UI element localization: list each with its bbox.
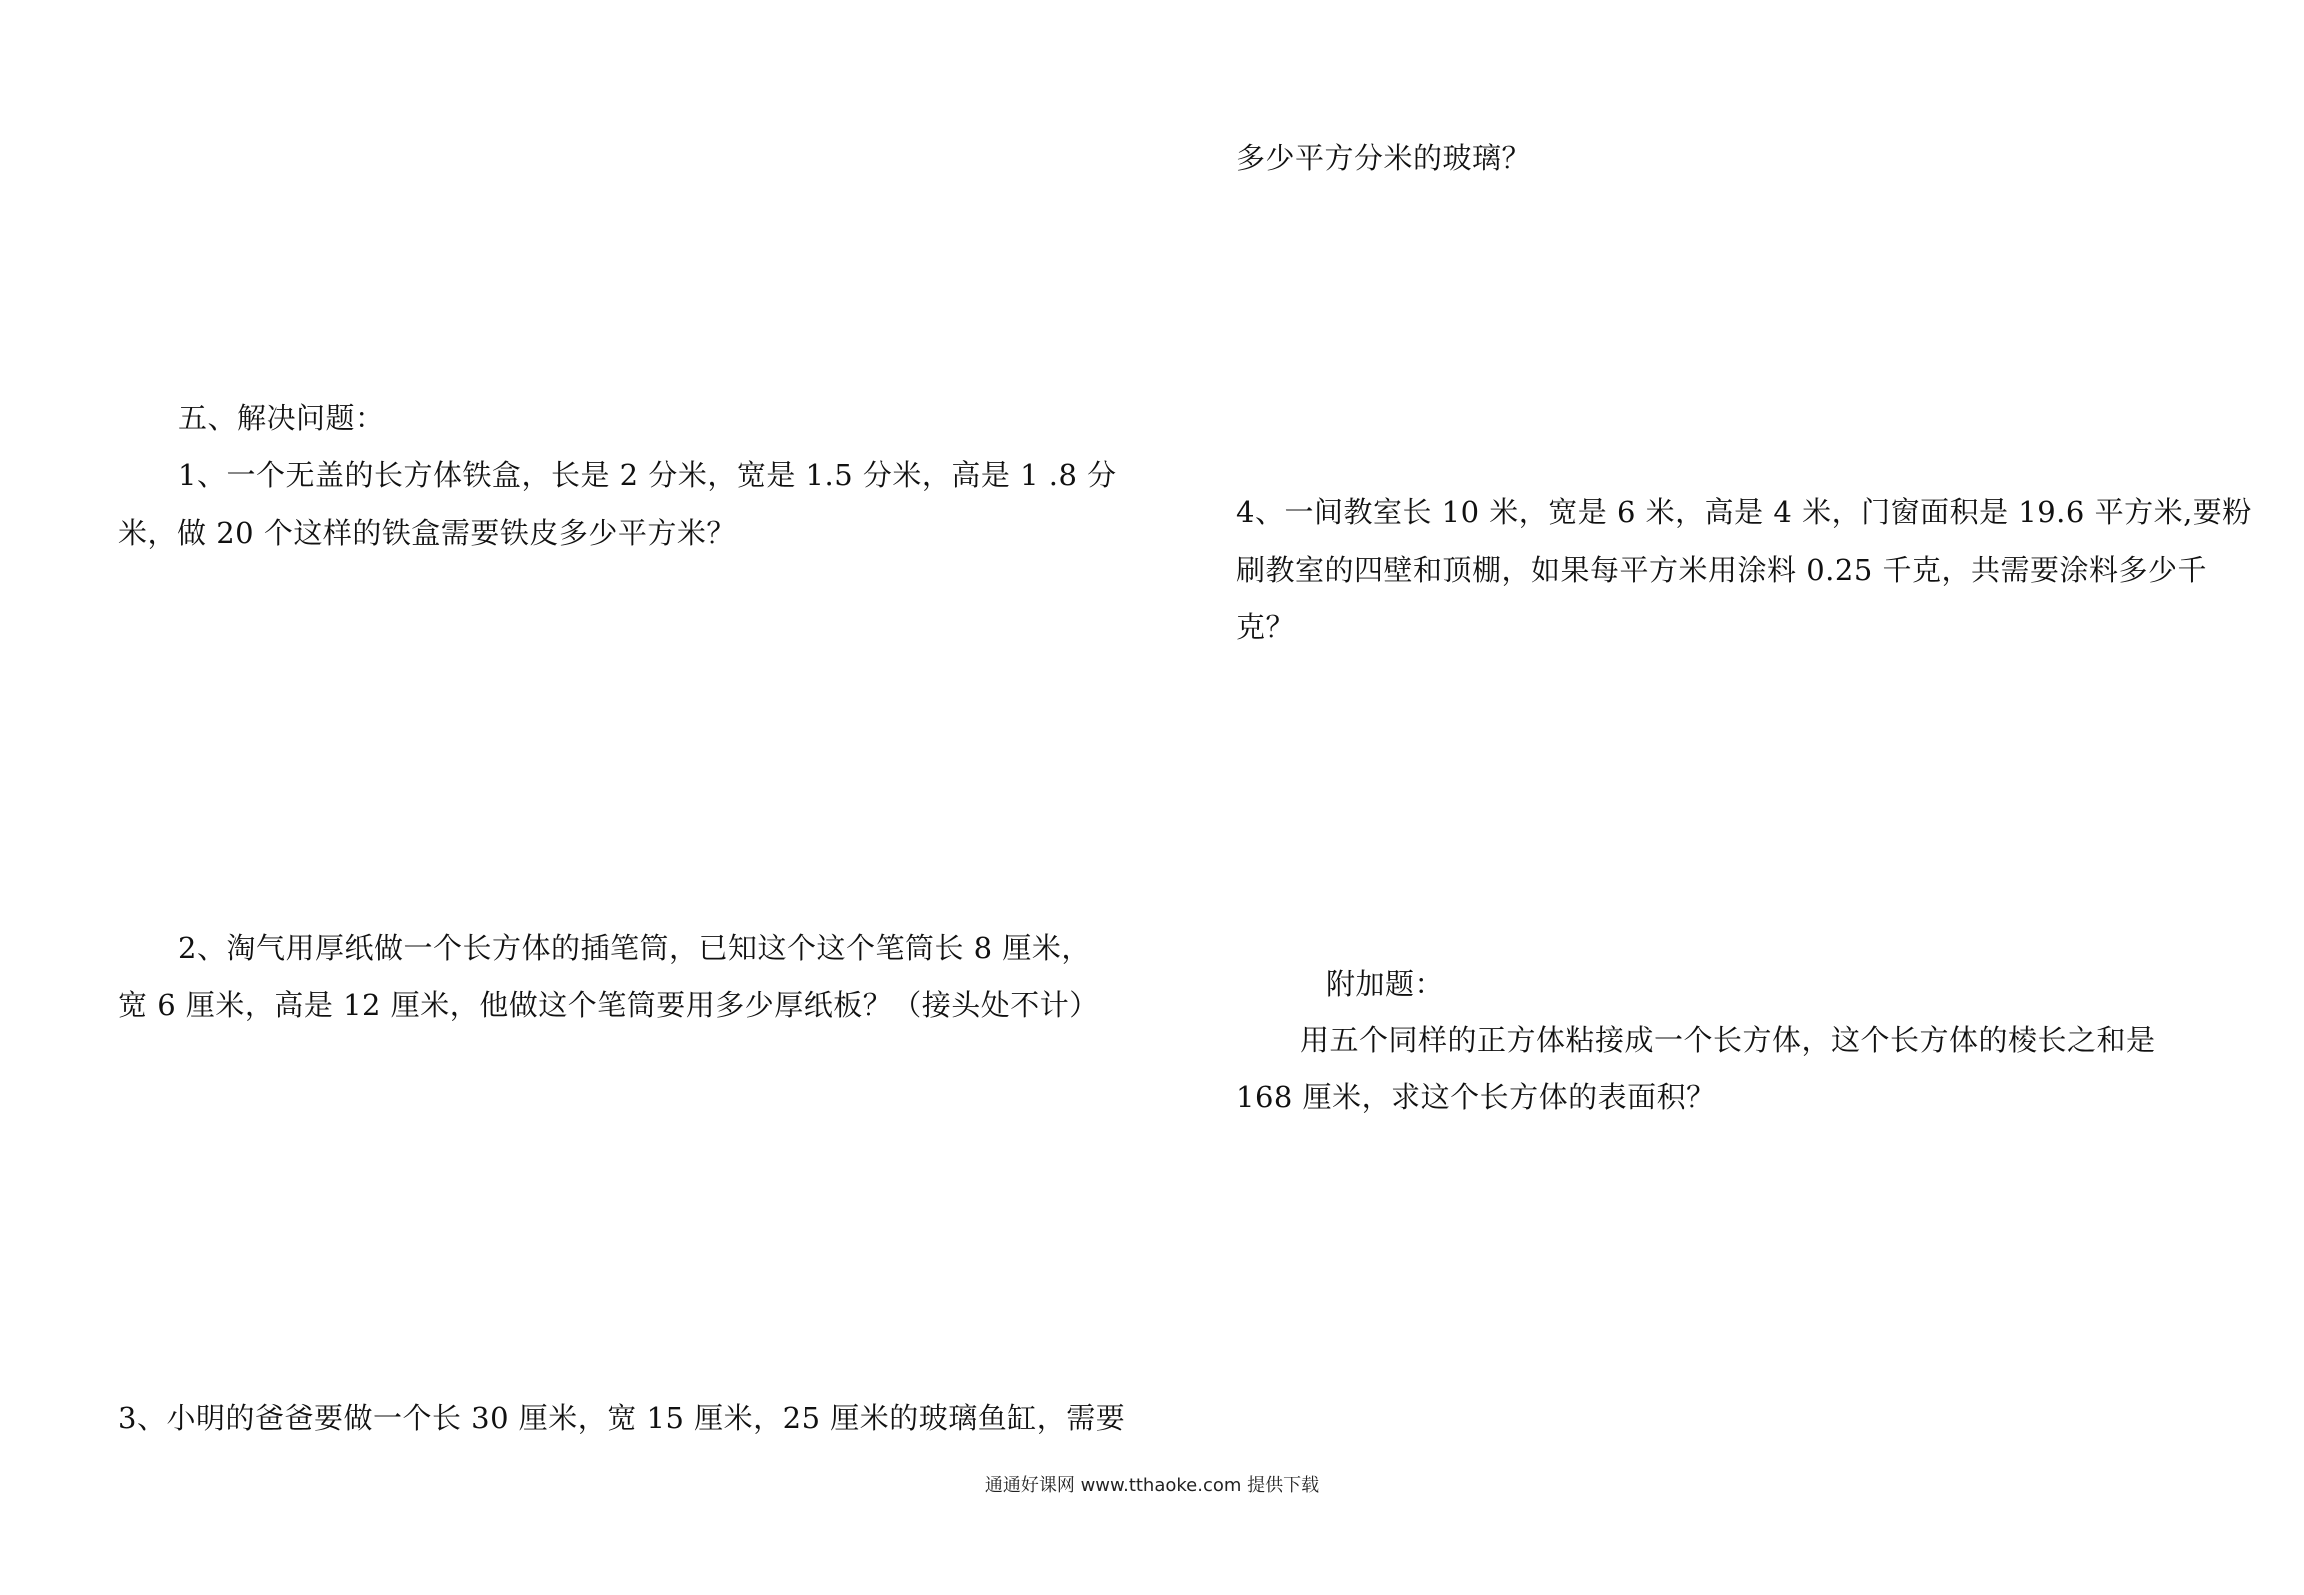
question-1-line-2: 米，做 20 个这样的铁盒需要铁皮多少平方米？	[118, 516, 736, 550]
question-1-line-1: 1、一个无盖的长方体铁盒，长是 2 分米，宽是 1.5 分米，高是 1 .8 分	[178, 458, 1117, 492]
bonus-line-1: 用五个同样的正方体粘接成一个长方体，这个长方体的棱长之和是	[1300, 1023, 2156, 1057]
right-column	[1236, 0, 2252, 1595]
question-2-line-1: 2、淘气用厚纸做一个长方体的插笔筒，已知这个这个笔筒长 8 厘米，	[178, 931, 1091, 965]
question-4-line-2: 刷教室的四壁和顶棚，如果每平方米用涂料 0.25 千克，共需要涂料多少千	[1236, 553, 2208, 587]
question-2-line-2: 宽 6 厘米，高是 12 厘米，他做这个笔筒要用多少厚纸板？（接头处不计）	[118, 988, 1099, 1022]
footer-credit: 通通好课网 www.tthaoke.com 提供下载	[984, 1475, 1320, 1496]
bonus-line-2: 168 厘米，求这个长方体的表面积？	[1236, 1080, 1716, 1114]
section-title: 五、解决问题：	[178, 401, 385, 435]
question-3-line-2: 多少平方分米的玻璃？	[1236, 141, 1532, 175]
left-column	[118, 0, 1126, 1595]
question-4-line-3: 克？	[1236, 610, 1296, 644]
bonus-title: 附加题：	[1326, 967, 1445, 1001]
question-4-line-1: 4、一间教室长 10 米，宽是 6 米，高是 4 米，门窗面积是 19.6 平方米,要粉	[1236, 495, 2252, 529]
question-3-line-1: 3、小明的爸爸要做一个长 30 厘米，宽 15 厘米，25 厘米的玻璃鱼缸，需要	[118, 1401, 1126, 1435]
